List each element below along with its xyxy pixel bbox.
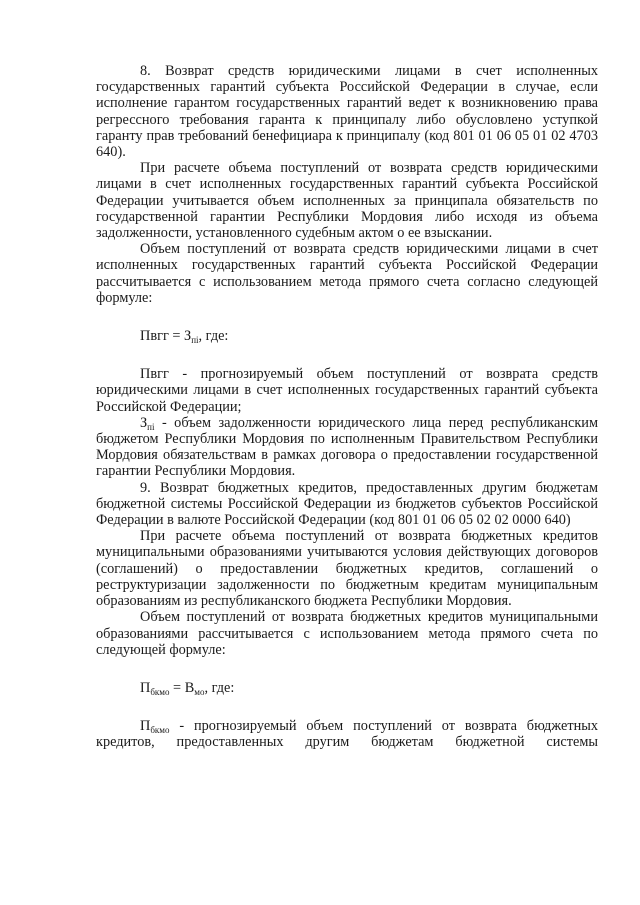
formula-pbkmo-p: П <box>140 679 151 696</box>
formula-pbkmo-eq: = <box>169 679 185 696</box>
formula-pbkmo <box>96 680 598 696</box>
definition-zpi-subscript: пi <box>147 421 155 432</box>
paragraph-item-8: 8. Возврат средств юридическими лицами в счет исполненных государственных гарантий субъекта Российской Федерации в случае, если исполнение гарантом государственных гарантий ведет к возникновению права регрессного требования гаранта к принципалу либо обусловлено уступкой гаранту прав требований бенефициара к принципалу (код 801 01 06 05 01 02 4703 640). <box>96 63 598 161</box>
definition-pbkmo <box>96 718 598 750</box>
definition-zpi-text: - объем задолженности юридического лица перед республиканским бюджетом Республики Мордовия по исполненным Правительством Республики Мордовия обязательствам в рамках договора о предоставлении государственной гарантии Республики Мордовия. <box>96 414 598 480</box>
definition-pvgg: Пвгг - прогнозируемый объем поступлений от возврата средств юридическими лицами в счет исполненных государственных гарантий субъекта Российской Федерации; <box>96 366 598 415</box>
formula-pvgg-subscript: пi <box>191 335 199 346</box>
definition-zpi-symbol: З <box>140 414 148 431</box>
document-body <box>96 63 598 751</box>
formula-pvgg <box>96 328 598 344</box>
definition-pbkmo-subscript: бкмо <box>150 725 170 736</box>
definition-pbkmo-text: - прогнозируемый объем поступлений от возврата бюджетных кредитов, предоставленных другим бюджетам бюджетной системы <box>96 718 598 751</box>
paragraph-credit-calculation: При расчете объема поступлений от возврата бюджетных кредитов муниципальными образованиями учитываются условия действующих договоров (соглашений) о предоставлении бюджетных кредитов, соглашений о реструктуризации задолженности по бюджетным кредитам муниципальным образованиям из республиканского бюджета Республики Мордовия. <box>96 528 598 610</box>
spacer <box>96 306 598 328</box>
definition-zpi <box>96 415 598 480</box>
definition-pbkmo-symbol: П <box>140 718 151 735</box>
paragraph-credit-formula-intro: Объем поступлений от возврата бюджетных кредитов муниципальными образованиями рассчитывается с использованием метода прямого счета по следующей формуле: <box>96 609 598 658</box>
formula-pbkmo-b: В <box>184 679 195 696</box>
formula-pvgg-rest: , где: <box>198 328 229 345</box>
formula-pvgg-lhs: Пвгг = З <box>140 328 192 345</box>
formula-pbkmo-rest: , где: <box>204 679 235 696</box>
spacer <box>96 658 598 680</box>
paragraph-guarantee-formula-intro: Объем поступлений от возврата средств юридическими лицами в счет исполненных государственных гарантий субъекта Российской Федерации рассчитывается с использованием метода прямого счета согласно следующей формуле: <box>96 241 598 306</box>
formula-pbkmo-p-subscript: бкмо <box>150 686 170 697</box>
paragraph-item-9: 9. Возврат бюджетных кредитов, предоставленных другим бюджетам бюджетной системы Российской Федерации из бюджетов субъектов Российской Федерации в валюте Российской Федерации (код 801 01 06 05 02 02 0000 640) <box>96 479 598 529</box>
spacer <box>96 344 598 366</box>
formula-pbkmo-b-subscript: мо <box>194 686 205 697</box>
paragraph-guarantee-calculation: При расчете объема поступлений от возврата средств юридическими лицами в счет исполненных государственных гарантий субъекта Российской Федерации учитывается объем исполненных за принципала обязательств по государственной гарантии Республики Мордовия либо исходя из объема задолженности, установленного судебным актом о ее взыскании. <box>96 160 598 242</box>
spacer <box>96 696 598 718</box>
